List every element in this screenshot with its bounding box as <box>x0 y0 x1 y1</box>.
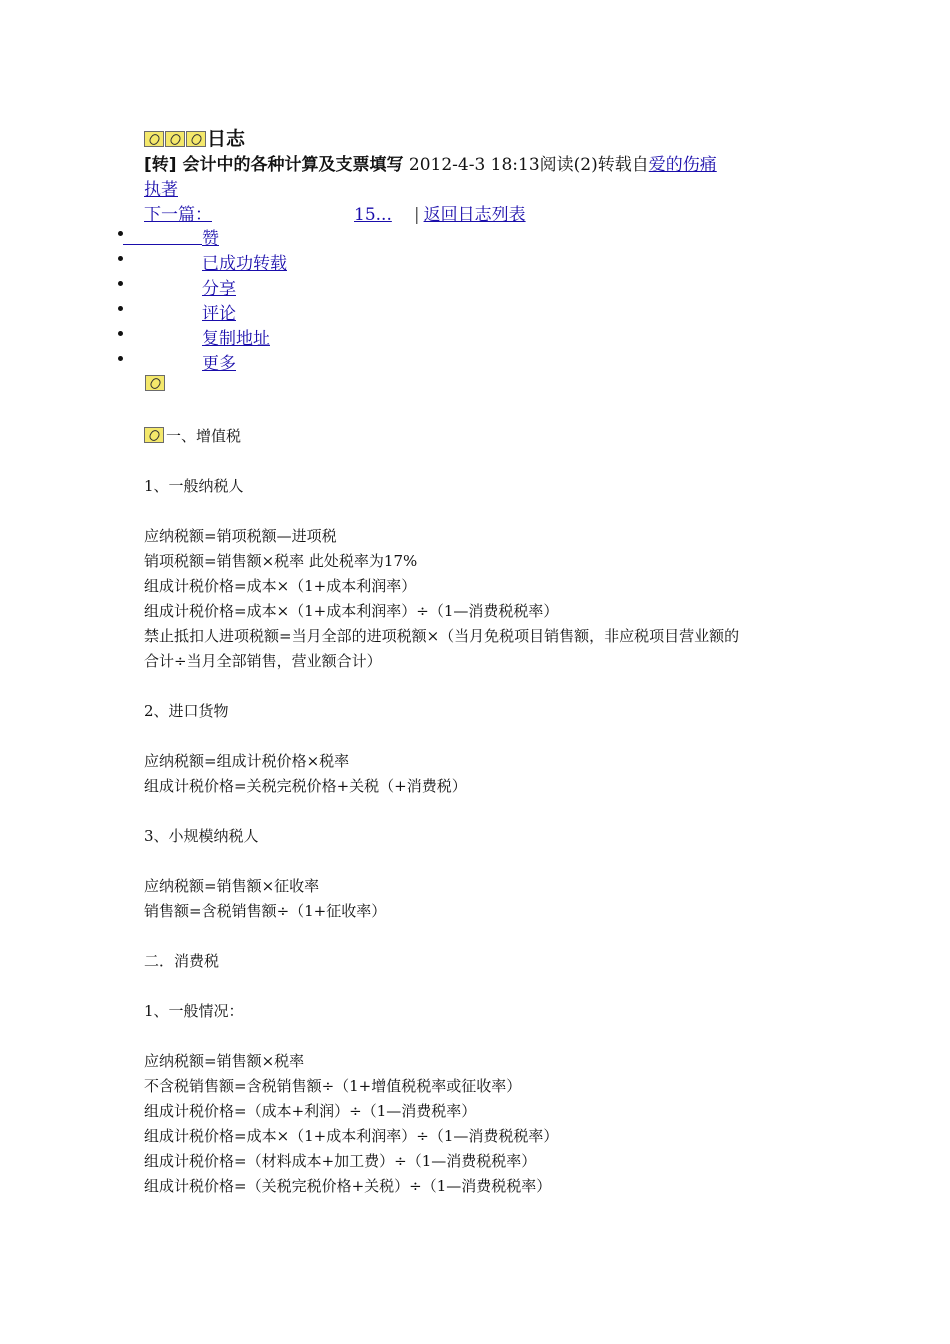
subsection-heading: 2、进口货物 <box>144 702 229 720</box>
nav-separator: | <box>413 205 420 225</box>
formula-line: 应纳税额=组成计税价格×税率 <box>144 752 350 770</box>
next-post-link[interactable] <box>144 205 392 225</box>
broken-image-icon <box>144 131 164 147</box>
section-heading: 二．消费税 <box>144 952 220 970</box>
next-post-title: 15... <box>354 205 392 225</box>
article-body <box>144 424 739 1199</box>
bullet-icon <box>118 306 123 311</box>
formula-line: 应纳税额=销售额×税率 <box>144 1052 305 1070</box>
formula-line: 组成计税价格=成本×（1+成本利润率）÷（1—消费税税率） <box>144 602 559 620</box>
formula-line: 合计÷当月全部销售，营业额合计） <box>144 652 382 670</box>
formula-line: 销项税额=销售额×税率 此处税率为17% <box>144 552 418 570</box>
formula-line: 组成计税价格=成本×（1+成本利润率）÷（1—消费税税率） <box>144 1127 559 1145</box>
formula-line: 组成计税价格=关税完税价格+关税（+消费税） <box>144 777 467 795</box>
post-meta: 2012-4-3 18:13阅读(2)转载自 <box>403 155 649 175</box>
formula-line: 不含税销售额=含税销售额÷（1+增值税税率或征收率） <box>144 1077 522 1095</box>
reposted-link[interactable]: 已成功转载 <box>202 254 287 274</box>
formula-line: 应纳税额=销售额×征收率 <box>144 877 320 895</box>
bullet-icon <box>118 356 123 361</box>
formula-line: 应纳税额=销项税额—进项税 <box>144 527 337 545</box>
like-link-underline[interactable] <box>123 224 202 245</box>
bullet-icon <box>118 256 123 261</box>
broken-image-icon <box>145 375 165 391</box>
broken-image-icon <box>165 131 185 147</box>
next-post-label: 下一篇： <box>144 205 212 225</box>
post-header <box>144 150 717 175</box>
comment-link[interactable]: 评论 <box>202 304 236 324</box>
author-link-continued-row <box>144 175 178 200</box>
section-heading-text: 一、增值税 <box>166 427 242 445</box>
subsection-heading: 1、一般纳税人 <box>144 477 244 495</box>
formula-line: 组成计税价格=（关税完税价格+关税）÷（1—消费税税率） <box>144 1177 552 1195</box>
section-heading <box>144 424 739 449</box>
content-image-placeholder <box>145 374 167 393</box>
blog-section-header <box>144 124 245 151</box>
post-navigation <box>144 200 526 225</box>
bullet-icon <box>118 281 123 286</box>
author-link[interactable]: 爱的伤痛 <box>648 155 717 175</box>
section-title: 日志 <box>207 128 246 150</box>
post-title: [转] 会计中的各种计算及支票填写 <box>144 155 404 175</box>
share-link[interactable]: 分享 <box>202 279 236 299</box>
formula-line: 组成计税价格=（成本+利润）÷（1—消费税率） <box>144 1102 477 1120</box>
formula-line: 禁止抵扣人进项税额=当月全部的进项税额×（当月免税项目销售额，非应税项目营业额的 <box>144 627 740 645</box>
formula-line: 组成计税价格=成本×（1+成本利润率） <box>144 577 417 595</box>
copy-address-link[interactable]: 复制地址 <box>202 329 270 349</box>
subsection-heading: 1、一般情况： <box>144 1002 244 1020</box>
bullet-icon <box>118 331 123 336</box>
back-to-list-link[interactable]: 返回日志列表 <box>423 205 526 225</box>
subsection-heading: 3、小规模纳税人 <box>144 827 259 845</box>
more-link[interactable]: 更多 <box>202 354 236 374</box>
formula-line: 组成计税价格=（材料成本+加工费）÷（1—消费税税率） <box>144 1152 537 1170</box>
author-link-continued[interactable]: 执著 <box>144 180 178 200</box>
formula-line: 销售额=含税销售额÷（1+征收率） <box>144 902 387 920</box>
broken-image-icon <box>186 131 206 147</box>
like-link[interactable]: 赞 <box>202 229 219 249</box>
broken-image-icon <box>144 427 164 443</box>
